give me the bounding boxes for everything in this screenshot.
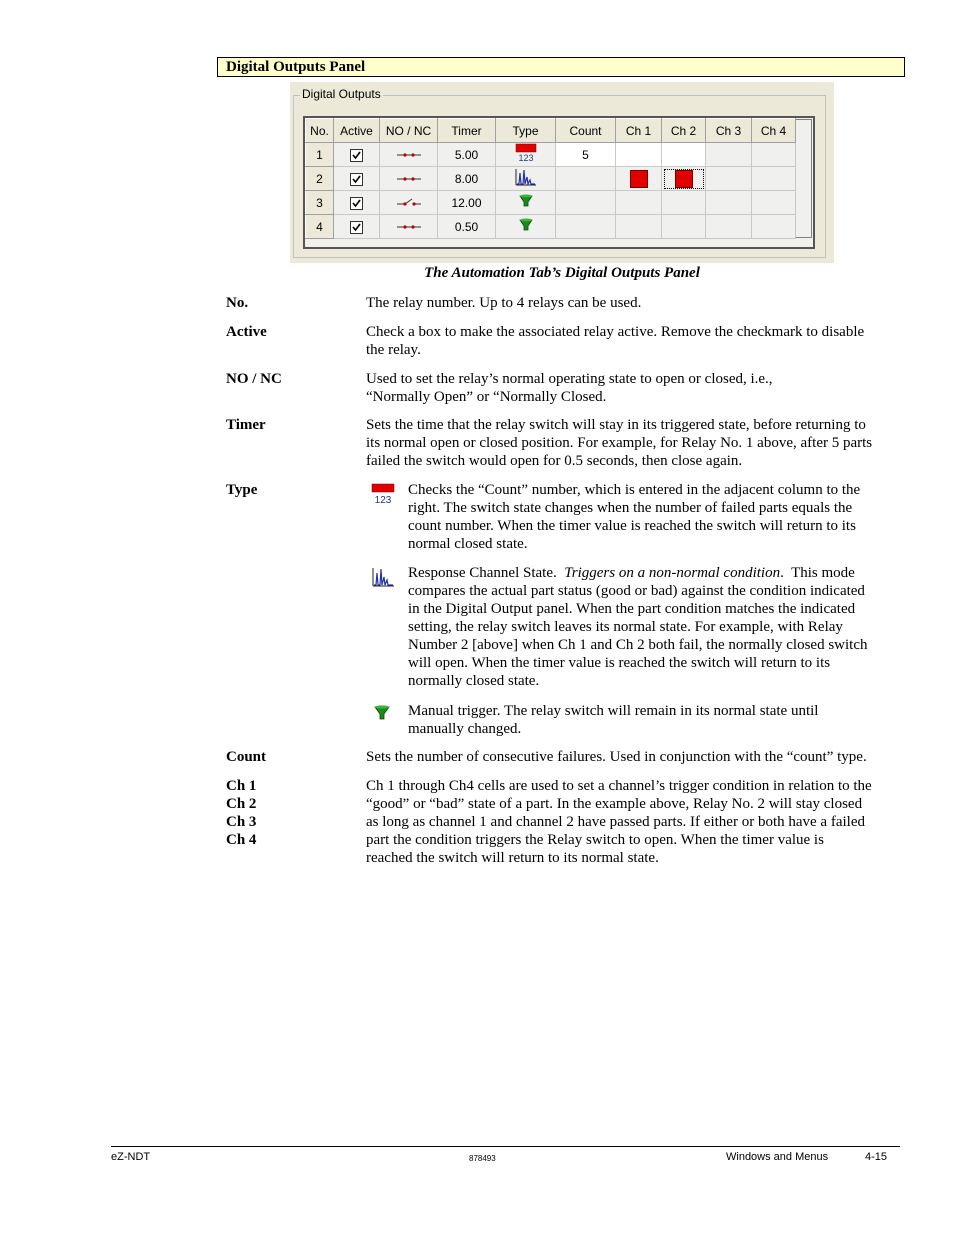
ch3-cell[interactable] xyxy=(706,191,752,215)
footer-page-number: 4-15 xyxy=(865,1151,888,1163)
table-row xyxy=(306,167,796,191)
timer-cell[interactable]: 12.00 xyxy=(438,191,496,215)
desc-line: in the Digital Output panel. When the part condition matches the indicated xyxy=(408,601,856,617)
active-checkbox[interactable] xyxy=(350,197,363,210)
col-header-timer: Timer xyxy=(438,119,496,143)
group-title: Digital Outputs xyxy=(302,87,381,101)
footer-product: eZ-NDT xyxy=(111,1151,151,1163)
switch-closed-icon xyxy=(395,175,423,183)
col-header-nonc: NO / NC xyxy=(380,119,438,143)
active-cell[interactable] xyxy=(334,143,380,167)
desc-fragment: Response Channel State. xyxy=(408,565,565,581)
desc-line: Checks the “Count” number, which is entered in the adjacent column to the xyxy=(408,482,861,498)
type-cell[interactable] xyxy=(496,167,556,191)
table-row xyxy=(306,143,796,167)
manual-trigger-icon xyxy=(374,704,390,722)
ch2-cell[interactable] xyxy=(662,191,706,215)
ch1-fail-indicator xyxy=(630,170,648,188)
desc-emphasis: Triggers on a non-normal condition xyxy=(564,565,781,581)
desc-type-count xyxy=(408,481,898,553)
ch1-cell[interactable] xyxy=(616,191,662,215)
desc-line: its normal open or closed position. For example, for Relay No. 1 above, after 5 parts xyxy=(366,435,873,451)
footer-section: Windows and Menus xyxy=(726,1151,829,1163)
col-header-ch4: Ch 4 xyxy=(752,119,796,143)
col-header-ch3: Ch 3 xyxy=(706,119,752,143)
desc-line xyxy=(408,564,898,582)
desc-line: failed the switch would open for 0.5 seconds, then close again. xyxy=(366,453,743,469)
desc-nonc xyxy=(366,370,901,406)
type-cell[interactable] xyxy=(496,143,556,167)
term-ch4: Ch 4 xyxy=(226,832,257,848)
switch-closed-icon xyxy=(395,223,423,231)
count-cell[interactable]: 5 xyxy=(556,143,616,167)
col-header-no: No. xyxy=(306,119,334,143)
desc-line: manually changed. xyxy=(408,721,522,737)
count-cell[interactable] xyxy=(556,191,616,215)
term-nonc: NO / NC xyxy=(226,371,282,387)
active-cell[interactable] xyxy=(334,191,380,215)
desc-line: the relay. xyxy=(366,342,421,358)
switch-closed-icon xyxy=(395,151,423,159)
desc-type-channel xyxy=(408,564,898,690)
desc-line: setting, the relay switch leaves its normal state. For example, with Relay xyxy=(408,619,843,635)
table-row xyxy=(306,215,796,239)
desc-fragment: . This mode xyxy=(780,565,855,581)
digital-outputs-grid[interactable] xyxy=(303,116,815,249)
timer-cell[interactable]: 8.00 xyxy=(438,167,496,191)
term-active: Active xyxy=(226,324,267,340)
desc-no: The relay number. Up to 4 relays can be used. xyxy=(366,295,642,311)
desc-line: normally closed state. xyxy=(408,673,540,689)
desc-ch xyxy=(366,777,901,867)
term-ch-list xyxy=(226,777,256,849)
ch3-cell[interactable] xyxy=(706,167,752,191)
row-number: 4 xyxy=(306,215,334,239)
active-checkbox[interactable] xyxy=(350,149,363,162)
table-header-row xyxy=(306,119,796,143)
ch2-fail-indicator xyxy=(675,170,693,188)
outputs-table xyxy=(305,118,796,239)
type-cell[interactable] xyxy=(496,191,556,215)
active-checkbox[interactable] xyxy=(350,221,363,234)
count-icon xyxy=(515,143,537,163)
timer-cell[interactable]: 0.50 xyxy=(438,215,496,239)
ch2-cell[interactable] xyxy=(662,167,706,191)
ch4-cell[interactable] xyxy=(752,167,796,191)
active-cell[interactable] xyxy=(334,167,380,191)
count-icon xyxy=(371,483,395,505)
desc-line: “good” or “bad” state of a part. In the example above, Relay No. 2 will stay closed xyxy=(366,796,863,812)
switch-cell[interactable] xyxy=(380,167,438,191)
desc-line: Manual trigger. The relay switch will remain in its normal state until xyxy=(408,703,819,719)
desc-line: right. The switch state changes when the number of failed parts equals the xyxy=(408,500,853,516)
count-cell[interactable] xyxy=(556,215,616,239)
ch3-cell[interactable] xyxy=(706,215,752,239)
switch-cell[interactable] xyxy=(380,143,438,167)
desc-timer xyxy=(366,416,901,470)
desc-line: Used to set the relay’s normal operating state to open or closed, i.e., xyxy=(366,371,773,387)
row-number: 3 xyxy=(306,191,334,215)
ch4-cell[interactable] xyxy=(752,191,796,215)
col-header-ch2: Ch 2 xyxy=(662,119,706,143)
ch1-cell[interactable] xyxy=(616,143,662,167)
switch-open-icon xyxy=(395,197,423,207)
desc-line: Ch 1 through Ch4 cells are used to set a channel’s trigger condition in relation to the xyxy=(366,778,872,794)
col-header-type: Type xyxy=(496,119,556,143)
manual-trigger-icon xyxy=(518,193,534,209)
footer-rule xyxy=(111,1146,900,1147)
desc-line: Sets the time that the relay switch will stay in its triggered state, before returning to xyxy=(366,417,866,433)
figure-caption: The Automation Tab’s Digital Outputs Panel xyxy=(424,265,700,281)
table-row xyxy=(306,191,796,215)
ch1-cell[interactable] xyxy=(616,215,662,239)
col-header-active: Active xyxy=(334,119,380,143)
term-ch3: Ch 3 xyxy=(226,814,257,830)
count-cell[interactable] xyxy=(556,167,616,191)
active-checkbox[interactable] xyxy=(350,173,363,186)
manual-trigger-icon xyxy=(518,217,534,233)
desc-line: as long as channel 1 and channel 2 have passed parts. If either or both have a failed xyxy=(366,814,865,830)
footer-doc-number: 878493 xyxy=(469,1154,496,1163)
count-icon-text: 123 xyxy=(374,495,392,505)
desc-active xyxy=(366,323,901,359)
desc-type-manual xyxy=(408,702,898,738)
desc-line: “Normally Open” or “Normally Closed. xyxy=(366,389,607,405)
desc-line: compares the actual part status (good or bad) against the condition indicated xyxy=(408,583,865,599)
term-ch2: Ch 2 xyxy=(226,796,257,812)
channel-state-icon xyxy=(371,566,395,588)
row-number: 2 xyxy=(306,167,334,191)
term-timer: Timer xyxy=(226,417,266,433)
switch-cell[interactable] xyxy=(380,191,438,215)
digital-outputs-panel xyxy=(290,82,834,263)
ch4-cell[interactable] xyxy=(752,143,796,167)
term-count: Count xyxy=(226,749,267,765)
channel-state-icon xyxy=(515,167,537,187)
desc-line: normal closed state. xyxy=(408,536,528,552)
desc-line: Check a box to make the associated relay active. Remove the checkmark to disable xyxy=(366,324,865,340)
active-cell[interactable] xyxy=(334,215,380,239)
ch3-cell[interactable] xyxy=(706,143,752,167)
switch-cell[interactable] xyxy=(380,215,438,239)
term-type: Type xyxy=(226,482,258,498)
col-header-ch1: Ch 1 xyxy=(616,119,662,143)
desc-line: part the condition triggers the Relay switch to open. When the timer value is xyxy=(366,832,824,848)
col-header-count: Count xyxy=(556,119,616,143)
desc-line: will open. When the timer value is reached the switch will return to its xyxy=(408,655,831,671)
desc-line: Number 2 [above] when Ch 1 and Ch 2 both fail, the normally closed switch xyxy=(408,637,868,653)
desc-count: Sets the number of consecutive failures. Used in conjunction with the “count” type. xyxy=(366,749,867,765)
desc-line: count number. When the timer value is reached the switch will return to its xyxy=(408,518,856,534)
count-icon-text: 123 xyxy=(517,153,534,163)
desc-line: reached the switch will return to its normal state. xyxy=(366,850,659,866)
ch1-cell[interactable] xyxy=(616,167,662,191)
ch4-cell[interactable] xyxy=(752,215,796,239)
ch2-cell[interactable] xyxy=(662,143,706,167)
type-cell[interactable] xyxy=(496,215,556,239)
ch2-cell[interactable] xyxy=(662,215,706,239)
section-header: Digital Outputs Panel xyxy=(217,57,905,77)
timer-cell[interactable]: 5.00 xyxy=(438,143,496,167)
term-no: No. xyxy=(226,295,249,311)
row-number: 1 xyxy=(306,143,334,167)
term-ch1: Ch 1 xyxy=(226,778,257,794)
